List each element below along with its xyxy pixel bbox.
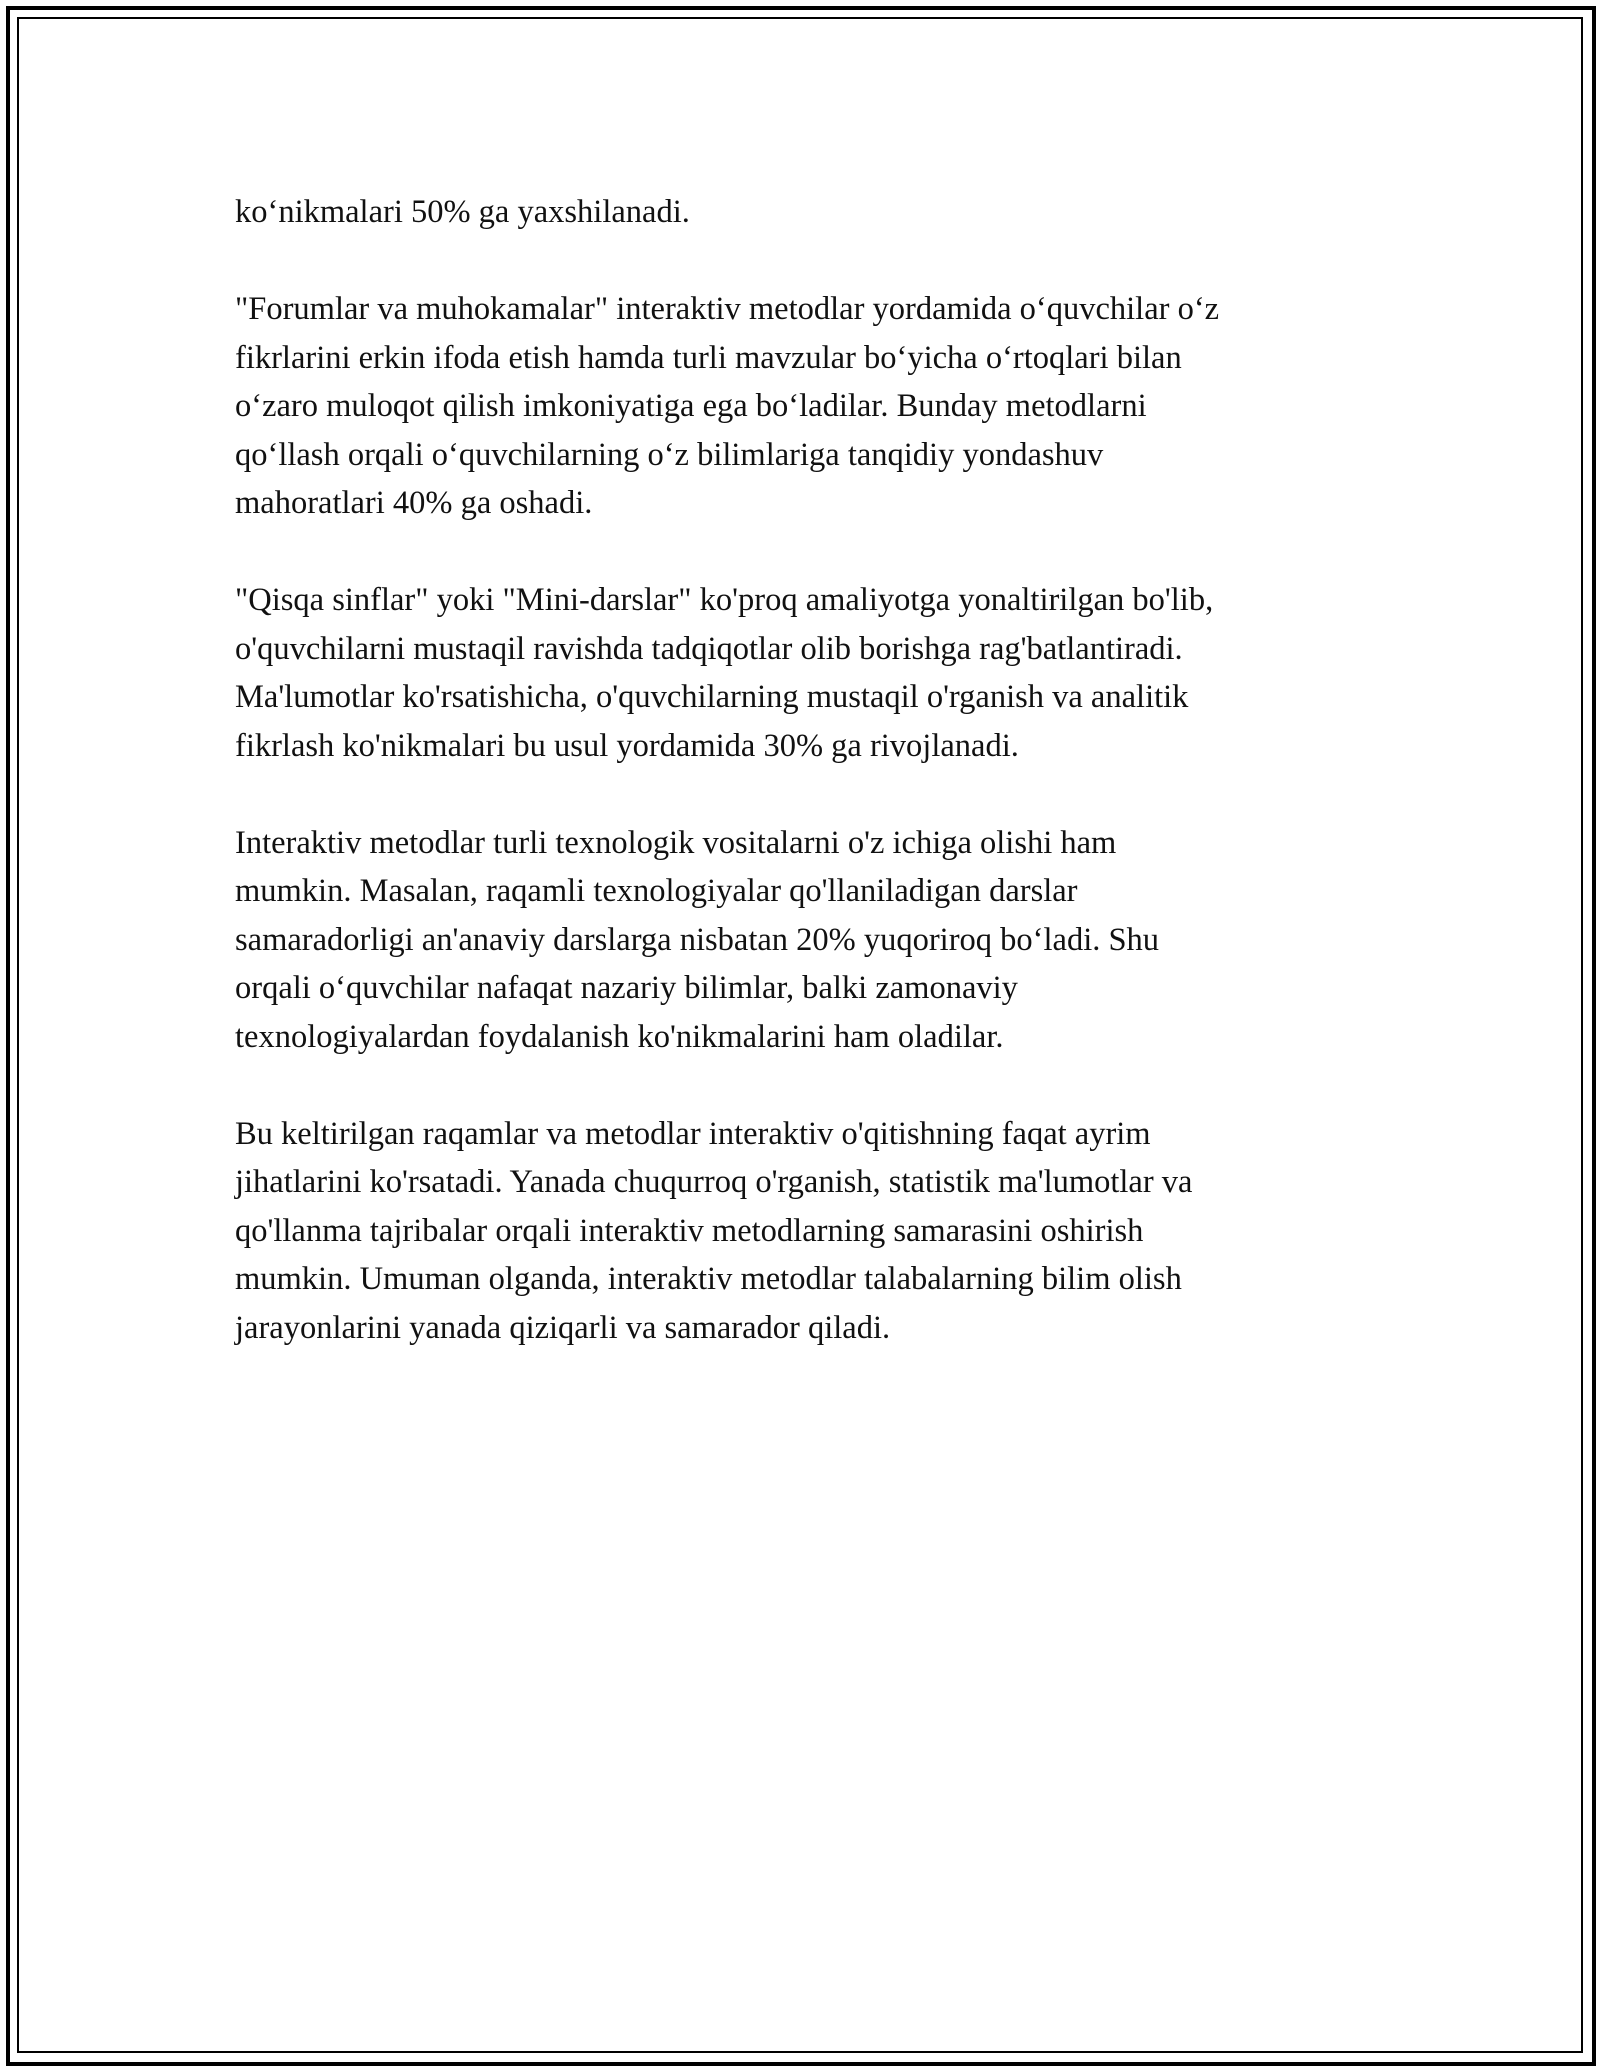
paragraph-mini-lessons: "Qisqa sinflar" yoki "Mini-darslar" ko'proq amaliyotga yonaltirilgan bo'lib, o'quvchilarni mustaqil ravishda tadqiqotlar olib borishga rag'batlantiradi. Ma'lumotlar ko'rsatishicha, o'quvchilarning mustaqil o'rganish va analitik fikrlash ko'nikmalari bu usul yordamida 30% ga rivojlanadi. (235, 582, 1214, 764)
document-body (235, 188, 1415, 1401)
paragraph-technology: Interaktiv metodlar turli texnologik vositalarni o'z ichiga olishi ham mumkin. Masalan, raqamli texnologiyalar qo'llaniladigan darslar samaradorligi an'anaviy darslarga nisbatan 20% yuqoriroq bo‘ladi. Shu orqali o‘quvchilar nafaqat nazariy bilimlar, balki zamonaviy texnologiyalardan foydalanish ko'nikmalarini ham oladilar. (235, 824, 1160, 1055)
paragraph-continuation: ko‘nikmalari 50% ga yaxshilanadi. (235, 194, 690, 230)
paragraph-conclusion: Bu keltirilgan raqamlar va metodlar interaktiv o'qitishning faqat ayrim jihatlarini ko'rsatadi. Yanada chuqurroq o'rganish, statistik ma'lumotlar va qo'llanma tajribalar orqali interaktiv metodlarning samarasini oshirish mumkin. Umuman olganda, interaktiv metodlar talabalarning bilim olish jarayonlarini yanada qiziqarli va samarador qiladi. (235, 1115, 1193, 1346)
paragraph-forums: "Forumlar va muhokamalar" interaktiv metodlar yordamida o‘quvchilar o‘z fikrlarini erkin ifoda etish hamda turli mavzular bo‘yicha o‘rtoqlari bilan o‘zaro muloqot qilish imkoniyatiga ega bo‘ladilar. Bunday metodlarni qo‘llash orqali o‘quvchilarning o‘z bilimlariga tanqidiy yondashuv mahoratlari 40% ga oshadi. (235, 291, 1220, 521)
